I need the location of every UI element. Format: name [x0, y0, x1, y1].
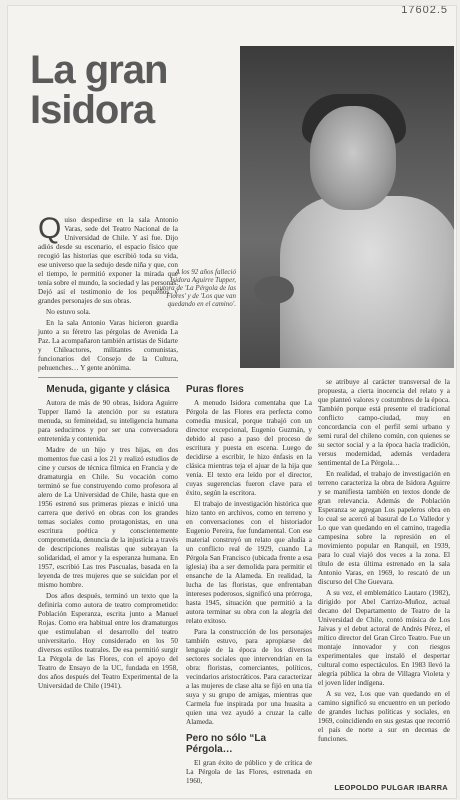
lead-paragraph [38, 212, 178, 306]
section-heading-puras-flores: Puras flores [186, 384, 244, 395]
dropcap: Q [38, 212, 62, 245]
column-1 [38, 212, 178, 693]
col3-paragraph-4: A su vez, Los que van quedando en el camino significó su encuentro en un período de grandes luchas políticas y sociales, en 1969, coincidiendo en sus gestas que recorrió el país de norte a sur en decenas de funciones. [318, 690, 450, 743]
col1-paragraph-5: Madre de un hijo y tres hijas, en dos momentos fue casi a los 21 y realizó estudios de cine y cursos de técnica fílmica en Francia y de dramaturgia en Chile. Su vocación como terminó se fue construyendo como profesora al alero de La Universidad de Chile, hasta que en 1956 estrenó sus primeras piezas e inició una carrera que derivó en obras con los grandes temas sociales como protagonistas, en una escritura poética y conscientemente comprometida, denuncia de la injusticia a través de descripciones realistas que subrayan la solidaridad, el amor y la esperanza humana. En 1957, escribió Las tres Pascualas, basada en la leyenda de tres mujeres que se suicidan por el mismo hombre. [38, 446, 178, 589]
section-heading-pero-no-solo: Pero no sólo “La Pérgola… [186, 733, 267, 755]
photo-caption: A los 92 años falleció Isidora Aguirre Tupper, autora de 'La Pérgola de las Flores' y de 'Los que van quedando en el camino'. [156, 268, 236, 308]
photo-hand [254, 276, 294, 304]
col3-paragraph-2: En realidad, el trabajo de investigación en terreno caracteriza la obra de Isidora Aguirre y se manifiesta también en textos donde de gran relevancia. Además de Población Esperanza se agregan Los papeleros obra en lo cual se acercó al basural de Lo Valledor y Lo que van quedando en el camino, tragedia campesina sobre la represión en el movimiento popular en Ranquil, en 1939, para lo cual viajó dos veces a la zona. El título de esta última estrenado en la sala Antonio Varas, en 1969, lo rescató de un discurso del Che Guevara. [318, 470, 450, 586]
col2-paragraph-1: A menudo Isidora comentaba que La Pérgola de las Flores era perfecta como comedia musical, porque trabajó con un director excepcional, Eugenio Guzmán, y debido al paso a paso del proceso de escritura y puesta en escena. Luego de decidirse a escribir, le hizo énfasis en la clásica mientras teja el ajuar de la hija que venía. El texto era leído por el director, cuyas sugerencias fueron clave para el éxito, según la escritora. [186, 399, 312, 497]
headline [30, 50, 167, 130]
column-2 [186, 378, 312, 788]
section-rule [38, 377, 178, 378]
col2-paragraph-3: Para la construcción de los personajes también estuvo, para apropiarse del lenguaje de la época de los diversos sectores sociales que intervendrían en la obra: floristas, comerciantes, políticos, vecindarios aristocráticos. Para caracterizar a las mujeres de clase alta se fijó en una tía suya y su grupo de amigas, mientras que Carmela fue inspirada por una huasita a quien una vez ayudó a cruzar la calle Alameda. [186, 628, 312, 726]
col3-paragraph-1: se atribuye al carácter transversal de la propuesta, a cierta inocencia del relato y a que planteó valores y costumbres de la época. También porque está presente el tradicional conflicto campo-ciudad, muy en concordancia con el perfil semi urbano y semi rural del chileno común, con quienes se su sector social y a la época hacía tradición, versus modernidad, además verdadera sentimental de La Pérgola… [318, 378, 450, 467]
col1-paragraph-4: Autora de más de 90 obras, Isidora Aguirre Tupper llamó la atención por su estatura menuda, su femineidad, su inteligencia humana para seducirnos y por ser una conversadora entretenida y contenida. [38, 399, 178, 443]
archive-stamp: 17602.5 [401, 6, 448, 16]
col2-paragraph-2: El trabajo de investigación histórica que hizo tanto en archivos, como en terreno y en conversaciones con el historiador Eugenio Pereira, fue fundamental. Con ese material construyó un relato que aludía a un conflicto real de 1929, cuando La Pérgola San Francisco (ubicada frente a esa iglesia) iba a ser demolida para permitir el ensanche de la Alameda. En realidad, la lucha de las floristas, que enfrentaban intereses poderosos, significó una prórroga, hasta 1945, situación que permitió a la autora terminar su obra con la alegría del relato exitoso. [186, 500, 312, 625]
headline-line-2: Isidora [30, 88, 155, 132]
newspaper-page [8, 6, 456, 798]
col3-paragraph-3: A su vez, el emblemático Lautaro (1982), dirigido por Abel Carrizo-Muñoz, actual decano del Departamento de Teatro de la Universidad de Chile, contó música de Los Jaivas y el debut actoral de Andrés Pérez, el mítico director del Gran Circo Teatro. Fue un montaje innovador y con riesgos experimentales que instaló el despertar cultural como espectáculos. En 1983 llevó la alegría pública la obra de Villagra Violeta y el joven líder indígena. [318, 589, 450, 687]
photo-face [310, 106, 396, 210]
photo-body [280, 196, 454, 368]
section-heading-menuda: Menuda, gigante y clásica [46, 384, 170, 395]
col1-paragraph-3: En la sala Antonio Varas hicieron guardia junto a su féretro las pérgolas de Avenida La Paz. La acompañaron también artistas de Sidarte y Chileactores, militantes comunistas, funcionarios del Consejo de la Cultura, pehuenches… Y gente anónima. [38, 319, 178, 372]
lead-text: uiso despedirse en la sala Antonio Varas, sede del Teatro Nacional de la Universidad de Chile. Y así fue. Dijo adiós desde su escenario, el espacio físico que recogió las historias que escribió toda su vida, ese universo que la sedujo desde niña y que, con el tiempo, le permitió exponer la mirada que tenía sobre el mundo, la sociedad y las personas. Dejó así el testimonio de los pequeños y grandes personajes de sus obras. [38, 216, 178, 305]
portrait-photo [240, 46, 454, 368]
col1-paragraph-2: No estuvo sola. [46, 308, 91, 316]
col1-paragraph-6: Dos años después, terminó un texto que la definiría como autora de teatro comprometido: Población Esperanza, escrita junto a Manuel Rojas. Como era habitual entre los dramaturgos que estimulaban el desarrollo del teatro universitario. Hoy considerado en los 50 diversos estilos teatrales. De esa permitió surgir La Pérgola de las Flores, con el apoyo del Teatro de Ensayo de la UC, fundada en 1958, dos años después del Teatro Experimental de la Universidad de Chile (1941). [38, 592, 178, 690]
column-3 [318, 378, 450, 746]
col2-paragraph-4: El gran éxito de público y de crítica de La Pérgola de las Flores, estrenada en 1960, [186, 759, 312, 785]
author-byline: LEOPOLDO PULGAR IBARRA [334, 783, 448, 792]
headline-line-1: La gran [30, 48, 168, 92]
